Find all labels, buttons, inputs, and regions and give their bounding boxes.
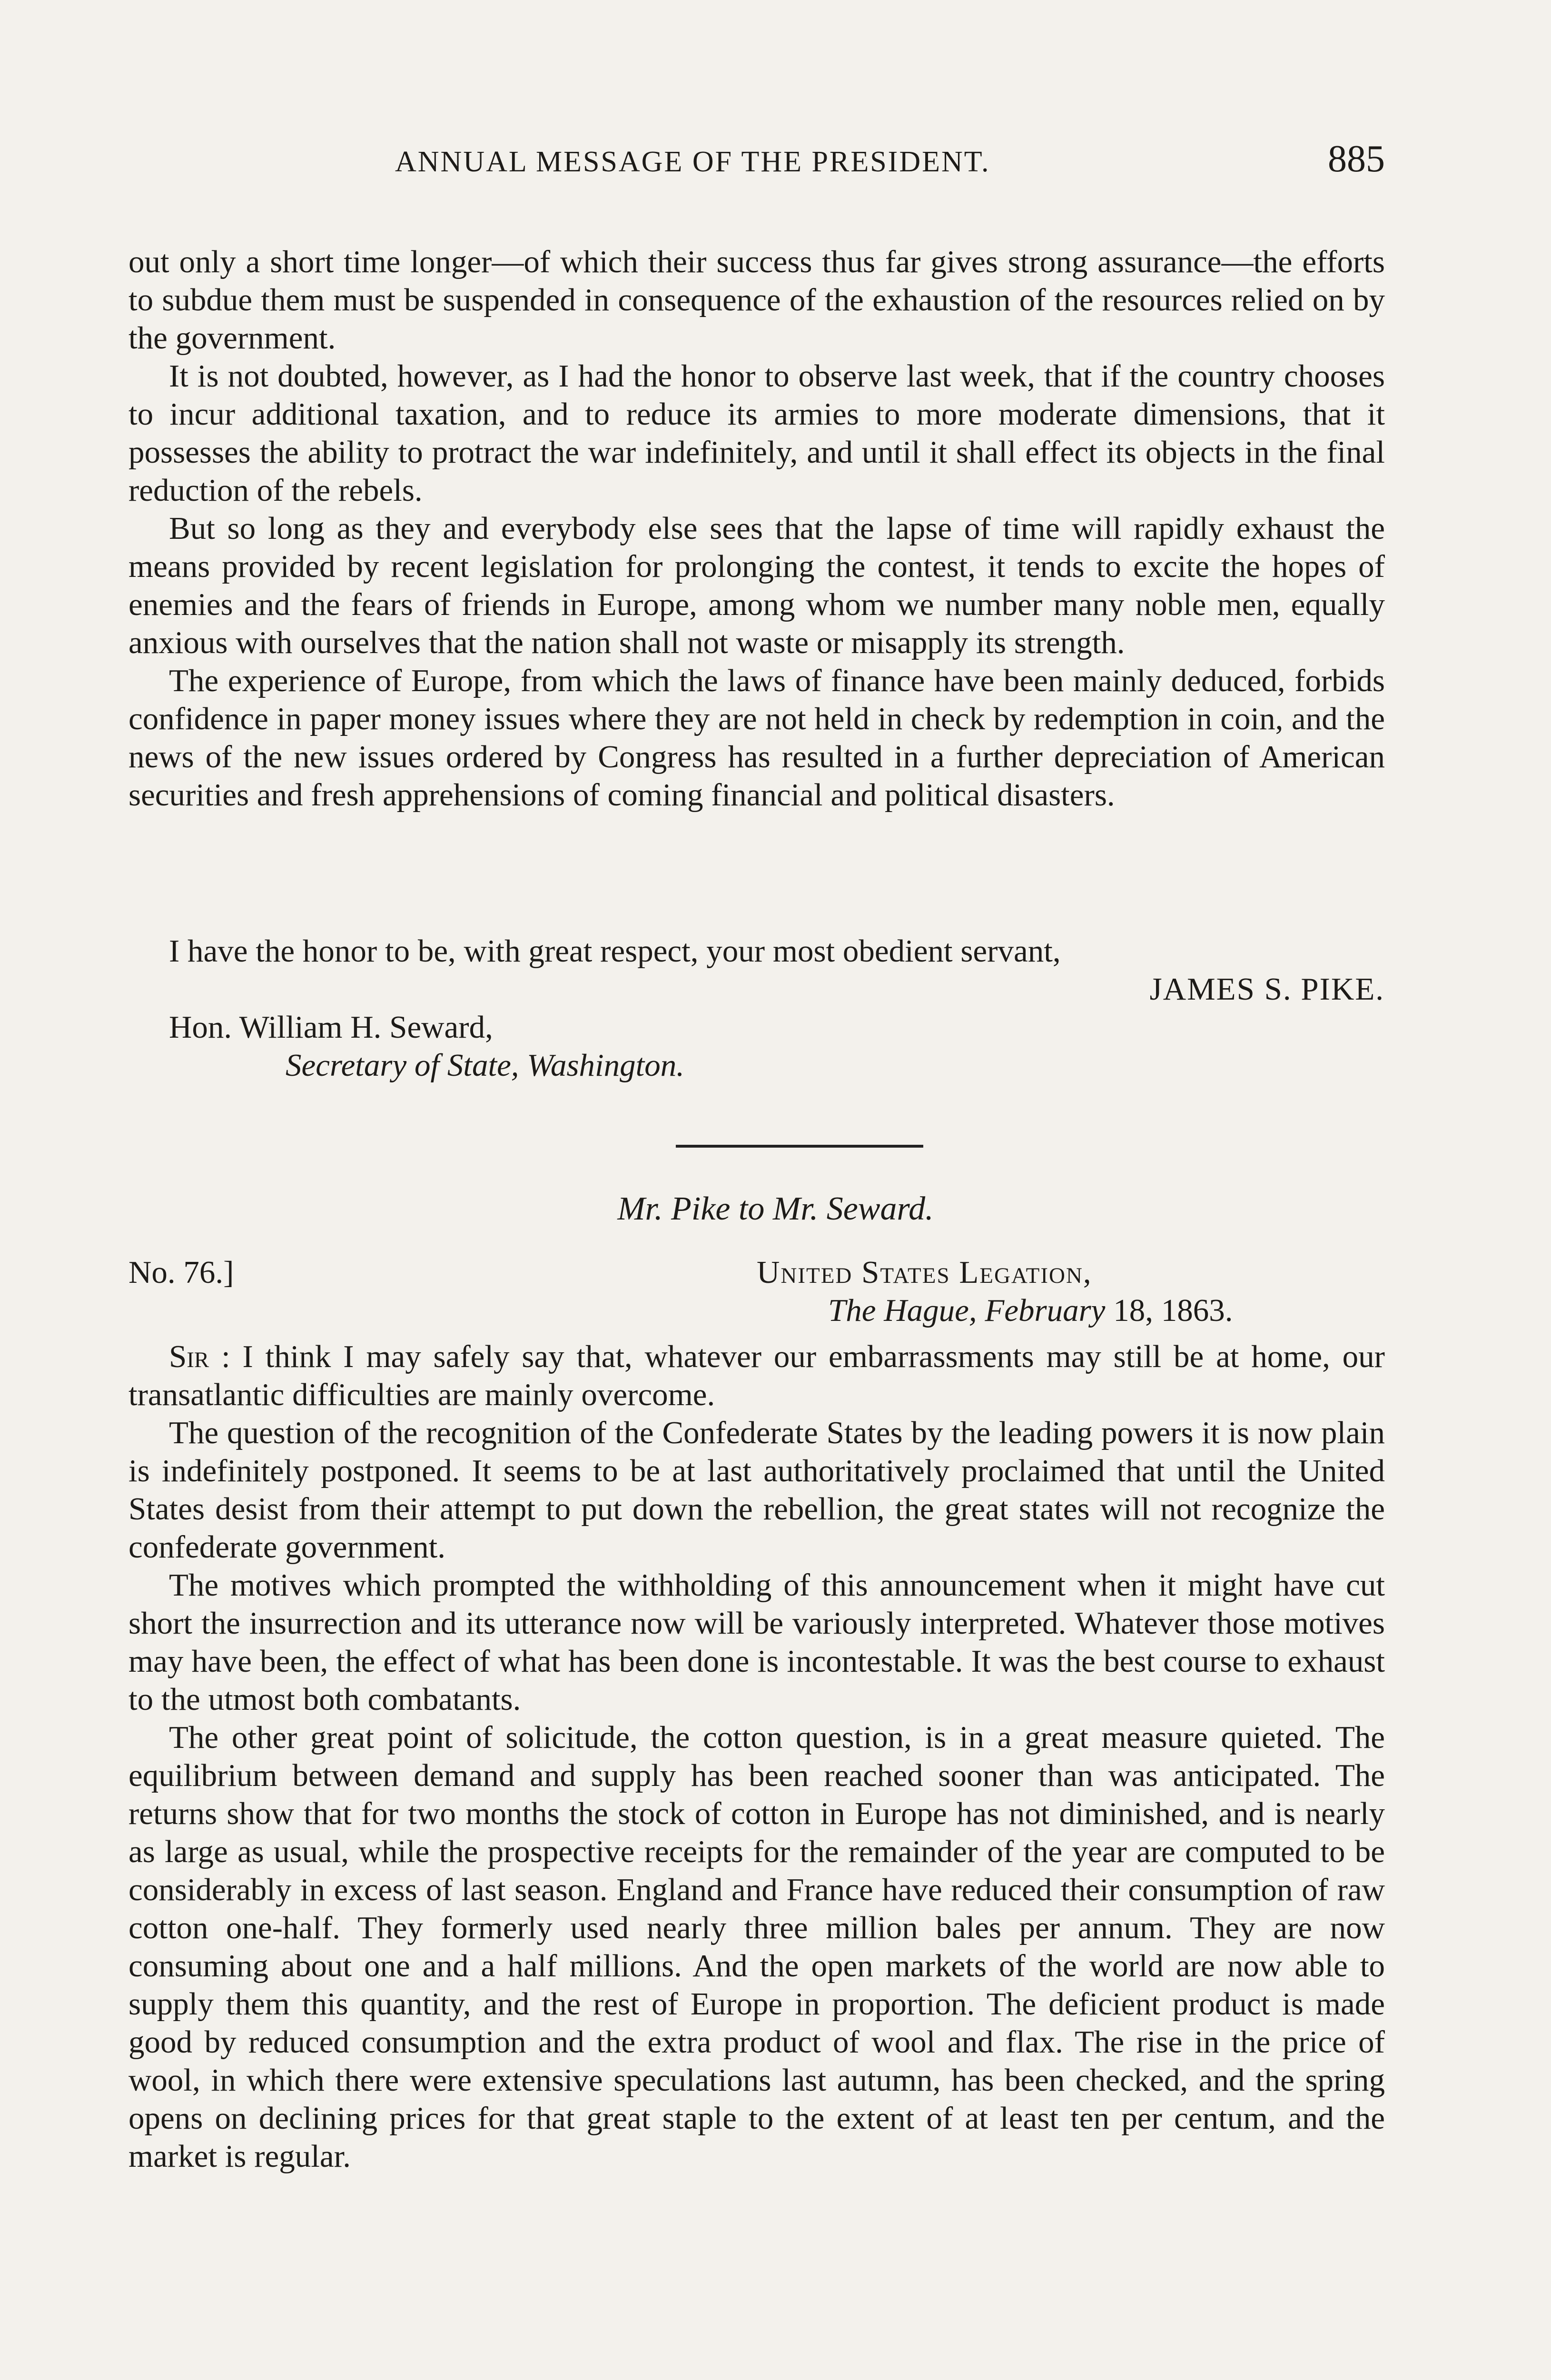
paragraph: The experience of Europe, from which the laws of finance have been mainly deduced, forbids confidence in paper money issues where they are not held in check by redemption in coin, and the news of the new issues ordered by Congress has resulted in a further depreciation of American securities and fresh apprehensions of coming financial and political disasters.: [128, 663, 1385, 813]
paragraph: But so long as they and everybody else sees that the lapse of time will rapidly exhaust the means provided by recent legislation for prolonging the contest, it tends to excite the hopes of enemies and the fears of friends in Europe, among whom we number many noble men, equally anxious with ourselves that the nation shall not waste or misapply its strength.: [128, 511, 1385, 660]
dateline-month: February: [985, 1293, 1106, 1328]
page-header: [128, 140, 1385, 198]
paragraph: out only a short time longer—of which their success thus far gives strong assurance—the efforts to subdue them must be suspended in consequence of the exhaustion of the resources relied on by the government.: [128, 244, 1385, 356]
dateline-day-year: 18, 1863.: [1113, 1293, 1233, 1328]
dateline-place: The Hague,: [828, 1293, 977, 1328]
opening-paragraph: [128, 1338, 1385, 1414]
paragraph: It is not doubted, however, as I had the honor to observe last week, that if the country chooses to incur additional taxation, and to reduce its armies to more moderate dimensions, that it possesses the ability to protract the war indefinitely, and until it shall effect its objects in the final reduction of the rebels.: [128, 358, 1385, 508]
signature: JAMES S. PIKE.: [1149, 972, 1384, 1007]
opening-text: I think I may safely say that, whatever our embarrassments may still be at home, our transatlantic difficulties are mainly overcome.: [128, 1339, 1385, 1412]
letter-dateline: [828, 1292, 1233, 1329]
paragraph: The question of the recognition of the Confederate States by the leading powers it is now plain is indefinitely postponed. It seems to be at last authoritatively proclaimed that until the United States desist from their attempt to put down the rebellion, the great states will not recognize the confederate government.: [128, 1415, 1385, 1565]
section-divider: [676, 1145, 923, 1148]
salutation: Sir :: [169, 1339, 230, 1374]
letter-continuation: [128, 243, 1385, 814]
addressee-name: Hon. William H. Seward,: [169, 1010, 493, 1045]
legation-name: United States Legation,: [757, 1255, 1092, 1290]
addressee-title: Secretary of State, Washington.: [286, 1048, 685, 1083]
letter-number: No. 76.]: [128, 1255, 234, 1290]
page-number: 885: [1328, 138, 1385, 180]
closing-line: I have the honor to be, with great respect, your most obedient servant,: [169, 933, 1061, 969]
letter-heading: Mr. Pike to Mr. Seward.: [617, 1190, 934, 1227]
paragraph: The other great point of solicitude, the cotton question, is in a great measure quieted. The equilibrium between demand and supply has been reached sooner than was anticipated. The returns show that for two months the stock of cotton in Europe has not diminished, and is nearly as large as usual, while the prospective receipts for the remainder of the year are computed to be considerably in excess of last season. England and France have reduced their consumption of raw cotton one-half. They formerly used nearly three million bales per annum. They are now consuming about one and a half millions. And the open markets of the world are now able to supply them this quantity, and the rest of Europe in proportion. The deficient product is made good by reduced consumption and the extra product of wool and flax. The rise in the price of wool, in which there were extensive speculations last autumn, has been checked, and the spring opens on declining prices for that great staple to the extent of at least ten per centum, and the market is regular.: [128, 1720, 1385, 2174]
paragraph: The motives which prompted the withholding of this announcement when it might have cut short the insurrection and its utterance now will be variously interpreted. Whatever those motives may have been, the effect of what has been done is incontestable. It was the best course to exhaust to the utmost both combatants.: [128, 1567, 1385, 1717]
running-head: ANNUAL MESSAGE OF THE PRESIDENT.: [395, 146, 990, 178]
letter-body: [128, 1338, 1385, 2175]
